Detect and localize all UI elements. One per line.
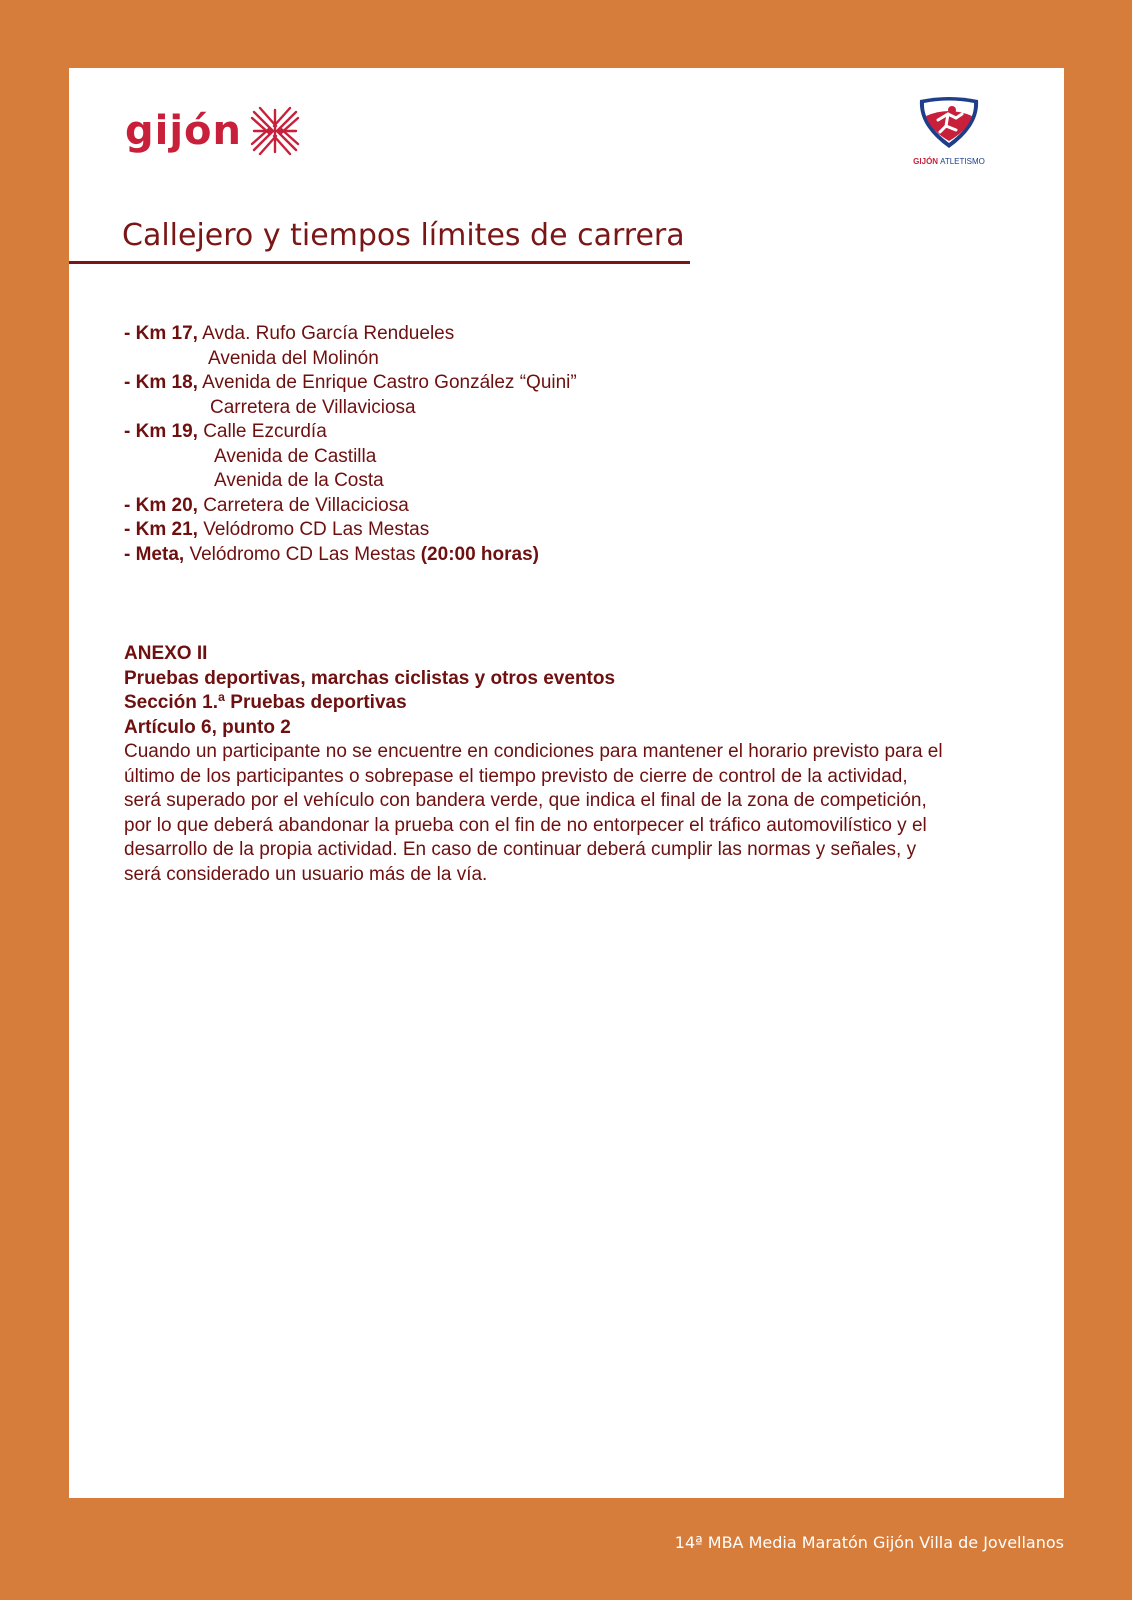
- route-km-label: - Km 19,: [124, 421, 198, 442]
- annex-body-text: Cuando un participante no se encuentre en condiciones para mantener el horario previsto para el último de los participantes o sobrepase el tiempo previsto de cierre de control de la actividad, será superado por el vehículo con bandera verde, que indica el final de la zona de competición, por lo que deberá abandonar la prueba con el fin de no entorpecer el tráfico automovilístico y el desarrollo de la propia actividad. En caso de continuar deberá cumplir las normas y señales, y será considerado un usuario más de la vía.: [124, 741, 943, 885]
- route-street: Avda. Rufo García Rendueles: [197, 323, 455, 344]
- route-item: [124, 494, 1004, 519]
- gijon-atletismo-logo: [899, 96, 999, 166]
- route-street-continued: Avenida de la Costa: [214, 470, 384, 491]
- route-item: [124, 543, 1004, 568]
- annex-section-heading: Sección 1.ª Pruebas deportivas: [124, 692, 407, 713]
- route-km-label: - Km 20,: [124, 494, 198, 516]
- footer-event-name: 14ª MBA Media Maratón Gijón Villa de Jovellanos: [674, 1533, 1064, 1552]
- runner-shield-icon: [916, 96, 982, 150]
- annex-section: [124, 642, 944, 887]
- route-item: [124, 322, 1004, 347]
- route-street-continued: Avenida de Castilla: [214, 445, 377, 467]
- route-list: [124, 322, 1004, 567]
- gijon-logo: [125, 106, 300, 156]
- route-km-label: - Meta,: [124, 543, 185, 565]
- page-title: Callejero y tiempos límites de carrera: [122, 218, 685, 253]
- gijon-logo-text: gijón: [125, 108, 243, 154]
- route-item: [124, 420, 1004, 445]
- route-street: Calle Ezcurdía: [197, 421, 327, 442]
- annex-subheading: Pruebas deportivas, marchas ciclistas y otros eventos: [124, 667, 616, 689]
- route-street: Velódromo CD Las Mestas: [197, 519, 430, 540]
- route-street: Velódromo CD Las Mestas: [184, 543, 416, 565]
- club-name: GIJÓN ATLETISMO: [913, 157, 985, 166]
- gijon-star-icon: [250, 106, 300, 156]
- route-street-continued: Carretera de Villaviciosa: [210, 396, 416, 418]
- route-km-label: - Km 21,: [124, 519, 198, 540]
- route-item: [124, 371, 1004, 396]
- route-item: [124, 518, 1004, 543]
- annex-heading: ANEXO II: [124, 643, 208, 664]
- document-page: [69, 68, 1064, 1498]
- route-time-limit: (20:00 horas): [415, 543, 539, 565]
- annex-article-heading: Artículo 6, punto 2: [124, 716, 291, 738]
- route-street-continued: Avenida del Molinón: [208, 347, 379, 369]
- route-km-label: - Km 17,: [124, 323, 198, 344]
- route-km-label: - Km 18,: [124, 372, 198, 393]
- route-street: Avenida de Enrique Castro González “Quini”: [197, 372, 577, 393]
- route-street: Carretera de Villaciciosa: [197, 494, 409, 516]
- title-underline: [69, 261, 690, 264]
